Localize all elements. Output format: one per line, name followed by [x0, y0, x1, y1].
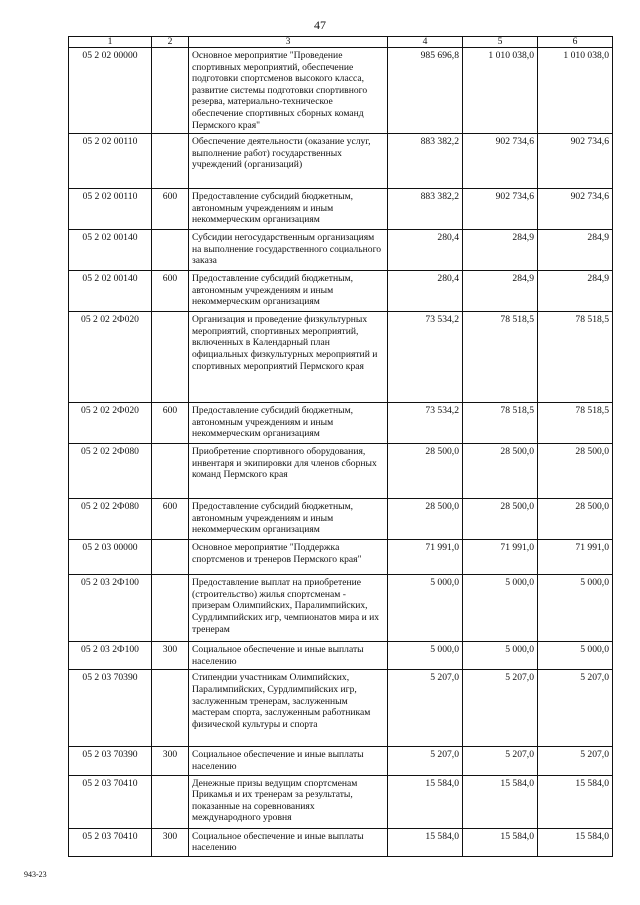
target-code-cell: 05 2 02 00110 [69, 134, 152, 189]
amount-cell-col6: 5 207,0 [538, 747, 613, 775]
expense-type-cell [152, 575, 189, 642]
expense-type-cell: 300 [152, 828, 189, 856]
amount-cell-col6: 28 500,0 [538, 444, 613, 499]
name-cell: Социальное обеспечение и иные выплаты населению [189, 642, 388, 670]
name-cell: Субсидии негосударственным организациям на выполнение государственного социального заказа [189, 230, 388, 271]
table-row [69, 775, 613, 828]
amount-cell-col6: 5 000,0 [538, 575, 613, 642]
column-header: 6 [538, 37, 613, 48]
table-row [69, 575, 613, 642]
amount-cell-col4: 5 207,0 [388, 670, 463, 747]
table-header-row [69, 37, 613, 48]
target-code-cell: 05 2 02 2Ф080 [69, 499, 152, 540]
target-code-cell: 05 2 03 2Ф100 [69, 642, 152, 670]
table-row [69, 271, 613, 312]
table-row [69, 828, 613, 856]
expense-type-cell [152, 444, 189, 499]
expense-type-cell: 600 [152, 403, 189, 444]
target-code-cell: 05 2 03 2Ф100 [69, 575, 152, 642]
column-header: 3 [189, 37, 388, 48]
amount-cell-col4: 985 696,8 [388, 48, 463, 134]
amount-cell-col5: 78 518,5 [463, 403, 538, 444]
target-code-cell: 05 2 03 70390 [69, 670, 152, 747]
amount-cell-col5: 284,9 [463, 271, 538, 312]
amount-cell-col5: 284,9 [463, 230, 538, 271]
target-code-cell: 05 2 02 00000 [69, 48, 152, 134]
expense-type-cell [152, 775, 189, 828]
target-code-cell: 05 2 02 2Ф020 [69, 403, 152, 444]
name-cell: Предоставление субсидий бюджетным, автономным учреждениям и иным некоммерческим организациям [189, 189, 388, 230]
target-code-cell: 05 2 03 70410 [69, 828, 152, 856]
amount-cell-col6: 28 500,0 [538, 499, 613, 540]
target-code-cell: 05 2 02 2Ф020 [69, 312, 152, 403]
target-code-cell: 05 2 02 00110 [69, 189, 152, 230]
column-header: 2 [152, 37, 189, 48]
amount-cell-col4: 883 382,2 [388, 189, 463, 230]
amount-cell-col6: 902 734,6 [538, 189, 613, 230]
amount-cell-col5: 28 500,0 [463, 499, 538, 540]
name-cell: Предоставление субсидий бюджетным, автономным учреждениям и иным некоммерческим организациям [189, 403, 388, 444]
amount-cell-col4: 5 000,0 [388, 575, 463, 642]
amount-cell-col5: 5 000,0 [463, 642, 538, 670]
page-number: 47 [314, 18, 326, 32]
amount-cell-col5: 28 500,0 [463, 444, 538, 499]
name-cell: Обеспечение деятельности (оказание услуг, выполнение работ) государственных учреждений (организаций) [189, 134, 388, 189]
name-cell: Социальное обеспечение и иные выплаты населению [189, 828, 388, 856]
target-code-cell: 05 2 03 70390 [69, 747, 152, 775]
name-cell: Приобретение спортивного оборудования, инвентаря и экипировки для членов сборных команд Пермского края [189, 444, 388, 499]
target-code-cell: 05 2 02 00140 [69, 230, 152, 271]
amount-cell-col5: 15 584,0 [463, 828, 538, 856]
expense-type-cell [152, 48, 189, 134]
amount-cell-col5: 902 734,6 [463, 189, 538, 230]
name-cell: Предоставление субсидий бюджетным, автономным учреждениям и иным некоммерческим организациям [189, 499, 388, 540]
amount-cell-col4: 280,4 [388, 271, 463, 312]
name-cell: Организация и проведение физкультурных мероприятий, спортивных мероприятий, включенных в Календарный план официальных физкультурных мероприятий и спортивных мероприятий Пермского края [189, 312, 388, 403]
amount-cell-col6: 284,9 [538, 230, 613, 271]
amount-cell-col6: 1 010 038,0 [538, 48, 613, 134]
name-cell: Предоставление выплат на приобретение (строительство) жилья спортсменам - призерам Олимпийских, Паралимпийских, Сурдлимпийских игр, чемпионатов мира и их тренерам [189, 575, 388, 642]
amount-cell-col4: 15 584,0 [388, 828, 463, 856]
target-code-cell: 05 2 03 70410 [69, 775, 152, 828]
amount-cell-col6: 78 518,5 [538, 312, 613, 403]
amount-cell-col5: 5 207,0 [463, 747, 538, 775]
table-row [69, 48, 613, 134]
amount-cell-col4: 15 584,0 [388, 775, 463, 828]
amount-cell-col6: 15 584,0 [538, 775, 613, 828]
table-row [69, 403, 613, 444]
table-row [69, 540, 613, 575]
amount-cell-col4: 28 500,0 [388, 499, 463, 540]
expense-type-cell: 600 [152, 271, 189, 312]
amount-cell-col5: 5 000,0 [463, 575, 538, 642]
name-cell: Основное мероприятие "Поддержка спортсменов и тренеров Пермского края" [189, 540, 388, 575]
amount-cell-col4: 71 991,0 [388, 540, 463, 575]
target-code-cell: 05 2 02 2Ф080 [69, 444, 152, 499]
amount-cell-col5: 78 518,5 [463, 312, 538, 403]
amount-cell-col6: 15 584,0 [538, 828, 613, 856]
column-header: 1 [69, 37, 152, 48]
table-row [69, 499, 613, 540]
amount-cell-col5: 5 207,0 [463, 670, 538, 747]
amount-cell-col4: 73 534,2 [388, 403, 463, 444]
name-cell: Социальное обеспечение и иные выплаты населению [189, 747, 388, 775]
expense-type-cell: 600 [152, 499, 189, 540]
expense-type-cell [152, 134, 189, 189]
table-row [69, 747, 613, 775]
expense-type-cell [152, 312, 189, 403]
name-cell: Предоставление субсидий бюджетным, автономным учреждениям и иным некоммерческим организациям [189, 271, 388, 312]
table-row [69, 312, 613, 403]
expense-type-cell: 300 [152, 747, 189, 775]
table-row [69, 230, 613, 271]
name-cell: Стипендии участникам Олимпийских, Паралимпийских, Сурдлимпийских игр, заслуженным тренерам, заслуженным мастерам спорта, заслуженным работникам физической культуры и спорта [189, 670, 388, 747]
amount-cell-col6: 78 518,5 [538, 403, 613, 444]
name-cell: Основное мероприятие "Проведение спортивных мероприятий, обеспечение подготовки спортсменов высокого класса, развитие системы подготовки спортивного резерва, материально-техническое обеспечение спортивных сборных команд Пермского края" [189, 48, 388, 134]
amount-cell-col4: 73 534,2 [388, 312, 463, 403]
table-row [69, 670, 613, 747]
amount-cell-col4: 28 500,0 [388, 444, 463, 499]
table-row [69, 444, 613, 499]
amount-cell-col6: 902 734,6 [538, 134, 613, 189]
target-code-cell: 05 2 02 00140 [69, 271, 152, 312]
table-row [69, 189, 613, 230]
amount-cell-col6: 71 991,0 [538, 540, 613, 575]
expense-type-cell [152, 230, 189, 271]
expense-type-cell: 300 [152, 642, 189, 670]
expense-type-cell [152, 540, 189, 575]
amount-cell-col4: 883 382,2 [388, 134, 463, 189]
table-row [69, 134, 613, 189]
amount-cell-col4: 280,4 [388, 230, 463, 271]
amount-cell-col5: 1 010 038,0 [463, 48, 538, 134]
column-header: 5 [463, 37, 538, 48]
amount-cell-col4: 5 207,0 [388, 747, 463, 775]
table-row [69, 642, 613, 670]
column-header: 4 [388, 37, 463, 48]
expense-type-cell [152, 670, 189, 747]
amount-cell-col5: 15 584,0 [463, 775, 538, 828]
amount-cell-col6: 5 000,0 [538, 642, 613, 670]
amount-cell-col6: 284,9 [538, 271, 613, 312]
name-cell: Денежные призы ведущим спортсменам Прикамья и их тренерам за результаты, показанные на соревнованиях международного уровня [189, 775, 388, 828]
budget-table [68, 36, 613, 857]
document-footer-code: 943-23 [24, 870, 47, 879]
amount-cell-col5: 902 734,6 [463, 134, 538, 189]
amount-cell-col5: 71 991,0 [463, 540, 538, 575]
target-code-cell: 05 2 03 00000 [69, 540, 152, 575]
amount-cell-col4: 5 000,0 [388, 642, 463, 670]
expense-type-cell: 600 [152, 189, 189, 230]
amount-cell-col6: 5 207,0 [538, 670, 613, 747]
